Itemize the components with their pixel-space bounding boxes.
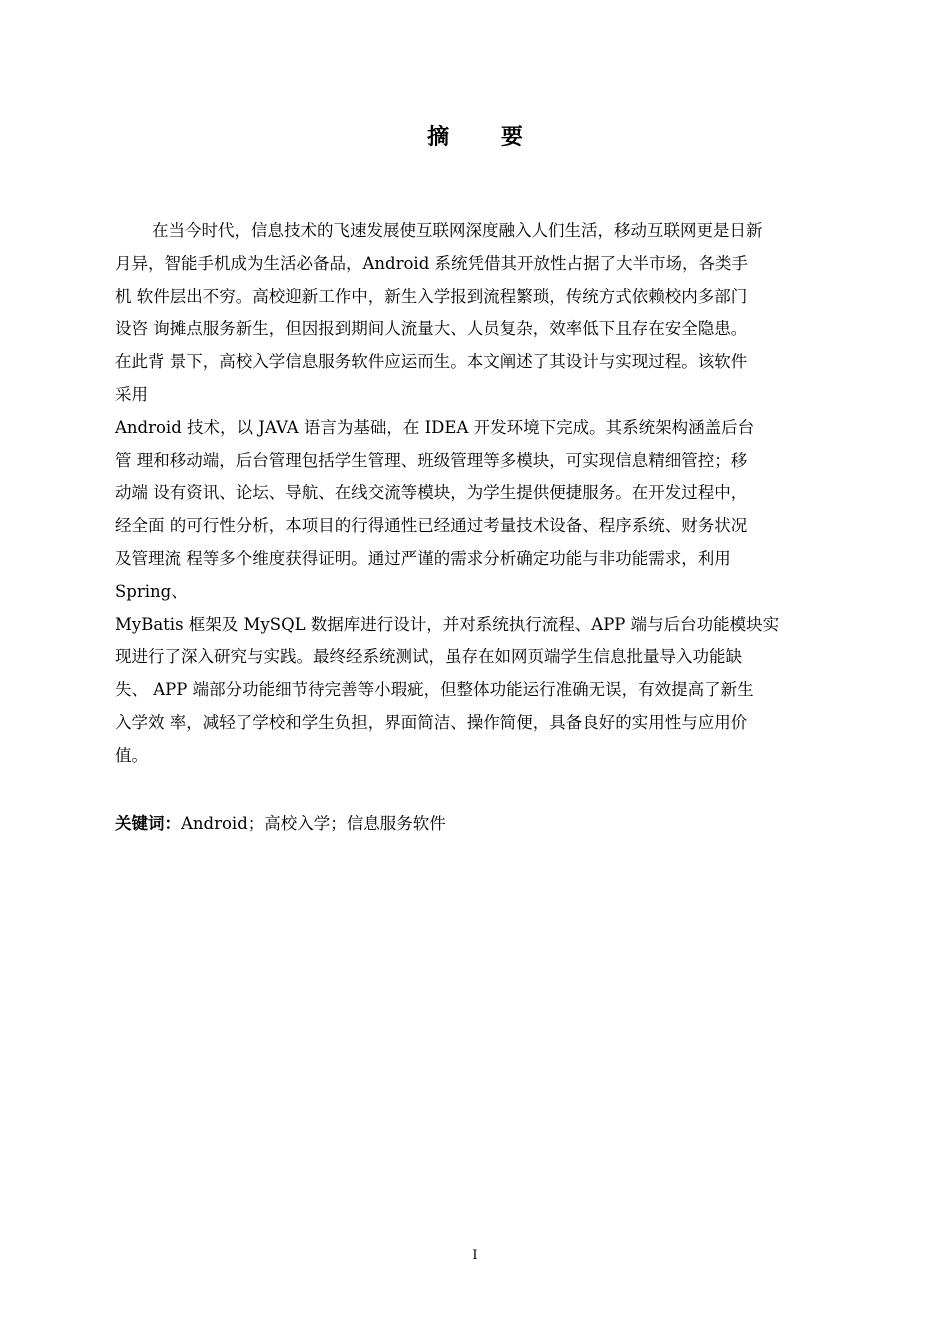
abstract-line: 设咨 询摊点服务新生，但因报到期间人流量大、人员复杂，效率低下且存在安全隐患。 (115, 319, 748, 339)
page-number: I (472, 1248, 478, 1263)
abstract-line: 现进行了深入研究与实践。最终经系统测试，虽存在如网页端学生信息批量导入功能缺 (115, 647, 742, 667)
abstract-line: Spring、 (115, 581, 188, 601)
abstract-line: 机 软件层出不穷。高校迎新工作中，新生入学报到流程繁琐，传统方式依赖校内多部门 (115, 286, 748, 306)
keywords-label: 关键词： (115, 814, 181, 833)
abstract-line: 经全面 的可行性分析，本项目的行得通性已经通过考量技术设备、程序系统、财务状况 (115, 516, 748, 536)
abstract-body (115, 215, 855, 773)
keywords (115, 810, 446, 838)
abstract-line: 管 理和移动端，后台管理包括学生管理、班级管理等多模块，可实现信息精细管控；移 (115, 450, 748, 470)
abstract-line: Android 技术，以 JAVA 语言为基础，在 IDEA 开发环境下完成。其系统架构涵盖后台 (115, 417, 755, 437)
abstract-line: MyBatis 框架及 MySQL 数据库进行设计，并对系统执行流程、APP 端与后台功能模块实 (115, 614, 780, 634)
abstract-line: 值。 (115, 745, 148, 765)
abstract-line: 月异，智能手机成为生活必备品，Android 系统凭借其开放性占据了大半市场，各类手 (115, 253, 749, 273)
abstract-line: 入学效 率，减轻了学校和学生负担，界面简洁、操作简便，具备良好的实用性与应用价 (115, 712, 748, 732)
abstract-line: 动端 设有资讯、论坛、导航、在线交流等模块，为学生提供便捷服务。在开发过程中， (115, 483, 748, 503)
keywords-text: Android；高校入学；信息服务软件 (181, 814, 446, 833)
abstract-line: 在此背 景下，高校入学信息服务软件应运而生。本文阐述了其设计与实现过程。该软件 (115, 352, 748, 372)
abstract-line: 及管理流 程等多个维度获得证明。通过严谨的需求分析确定功能与非功能需求，利用 (115, 548, 731, 568)
page-title: 摘 要 (427, 125, 545, 150)
abstract-line: 在当今时代，信息技术的飞速发展使互联网深度融入人们生活，移动互联网更是日新 (152, 221, 763, 240)
abstract-line: 采用 (115, 384, 148, 404)
abstract-line: 失、 APP 端部分功能细节待完善等小瑕疵，但整体功能运行准确无误，有效提高了新生 (115, 680, 754, 700)
